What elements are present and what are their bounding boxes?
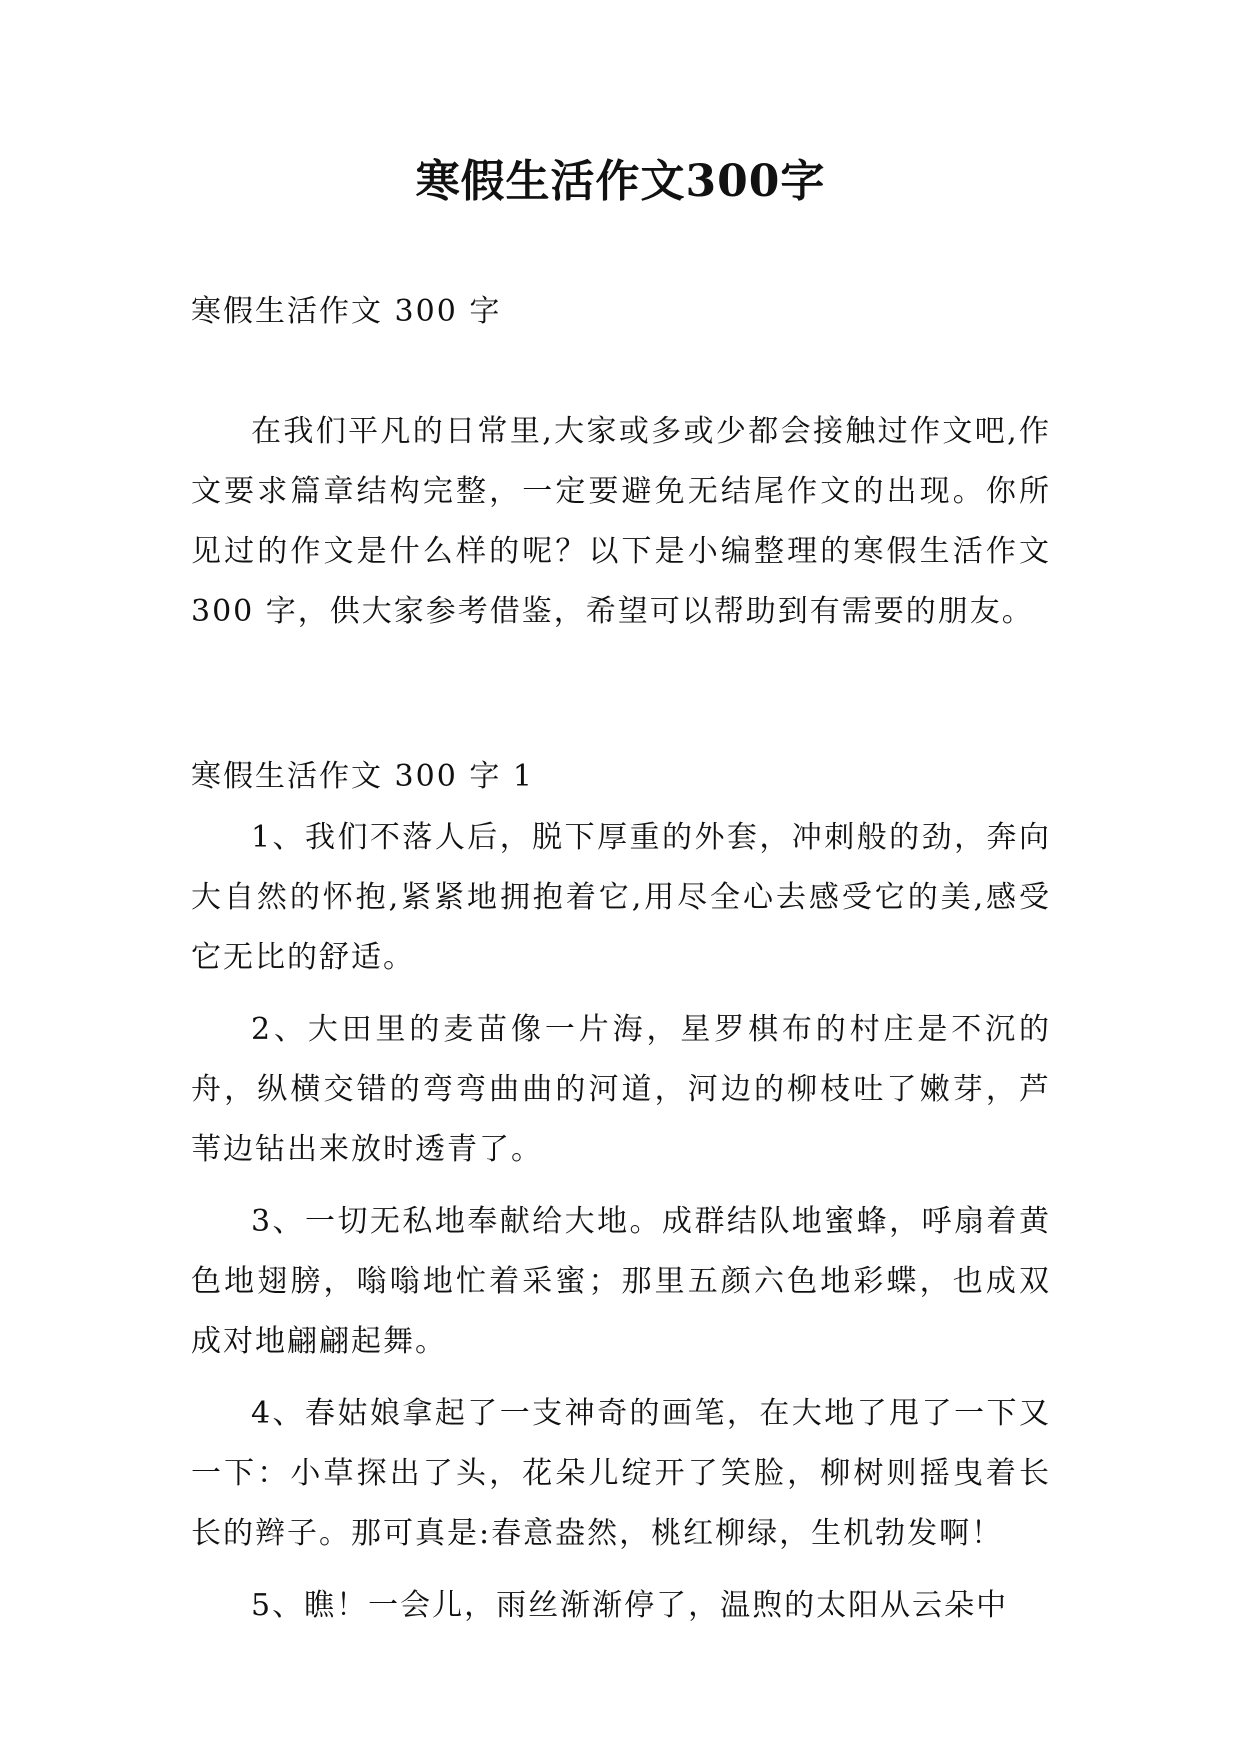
intro-paragraph: 在我们平凡的日常里,大家或多或少都会接触过作文吧,作文要求篇章结构完整，一定要避免无结尾作文的出现。你所见过的作文是什么样的呢？以下是小编整理的寒假生活作文 300 字，供大家参考借鉴，希望可以帮助到有需要的朋友。 <box>191 414 1051 629</box>
document-title: 寒假生活作文300字 <box>415 156 826 207</box>
document-subtitle: 寒假生活作文 300 字 <box>191 294 502 329</box>
section-heading: 寒假生活作文 300 字 1 <box>191 759 534 794</box>
essay-items <box>191 808 1051 1648</box>
intro-section <box>191 402 1051 642</box>
essay-paragraph-5: 5、瞧！一会儿，雨丝渐渐停了，温煦的太阳从云朵中 <box>251 1588 1009 1623</box>
essay-paragraph-2: 2、大田里的麦苗像一片海，星罗棋布的村庄是不沉的舟，纵横交错的弯弯曲曲的河道，河边的柳枝吐了嫩芽，芦苇边钻出来放时透青了。 <box>191 1012 1051 1167</box>
essay-paragraph-4: 4、春姑娘拿起了一支神奇的画笔，在大地了甩了一下又一下：小草探出了头，花朵儿绽开了笑脸，柳树则摇曳着长长的辫子。那可真是:春意盎然，桃红柳绿，生机勃发啊！ <box>191 1396 1051 1551</box>
essay-paragraph-1: 1、我们不落人后，脱下厚重的外套，冲刺般的劲，奔向大自然的怀抱,紧紧地拥抱着它,用尽全心去感受它的美,感受它无比的舒适。 <box>191 820 1051 975</box>
essay-paragraph-3: 3、一切无私地奉献给大地。成群结队地蜜蜂，呼扇着黄色地翅膀，嗡嗡地忙着采蜜；那里五颜六色地彩蝶，也成双成对地翩翩起舞。 <box>191 1204 1051 1359</box>
